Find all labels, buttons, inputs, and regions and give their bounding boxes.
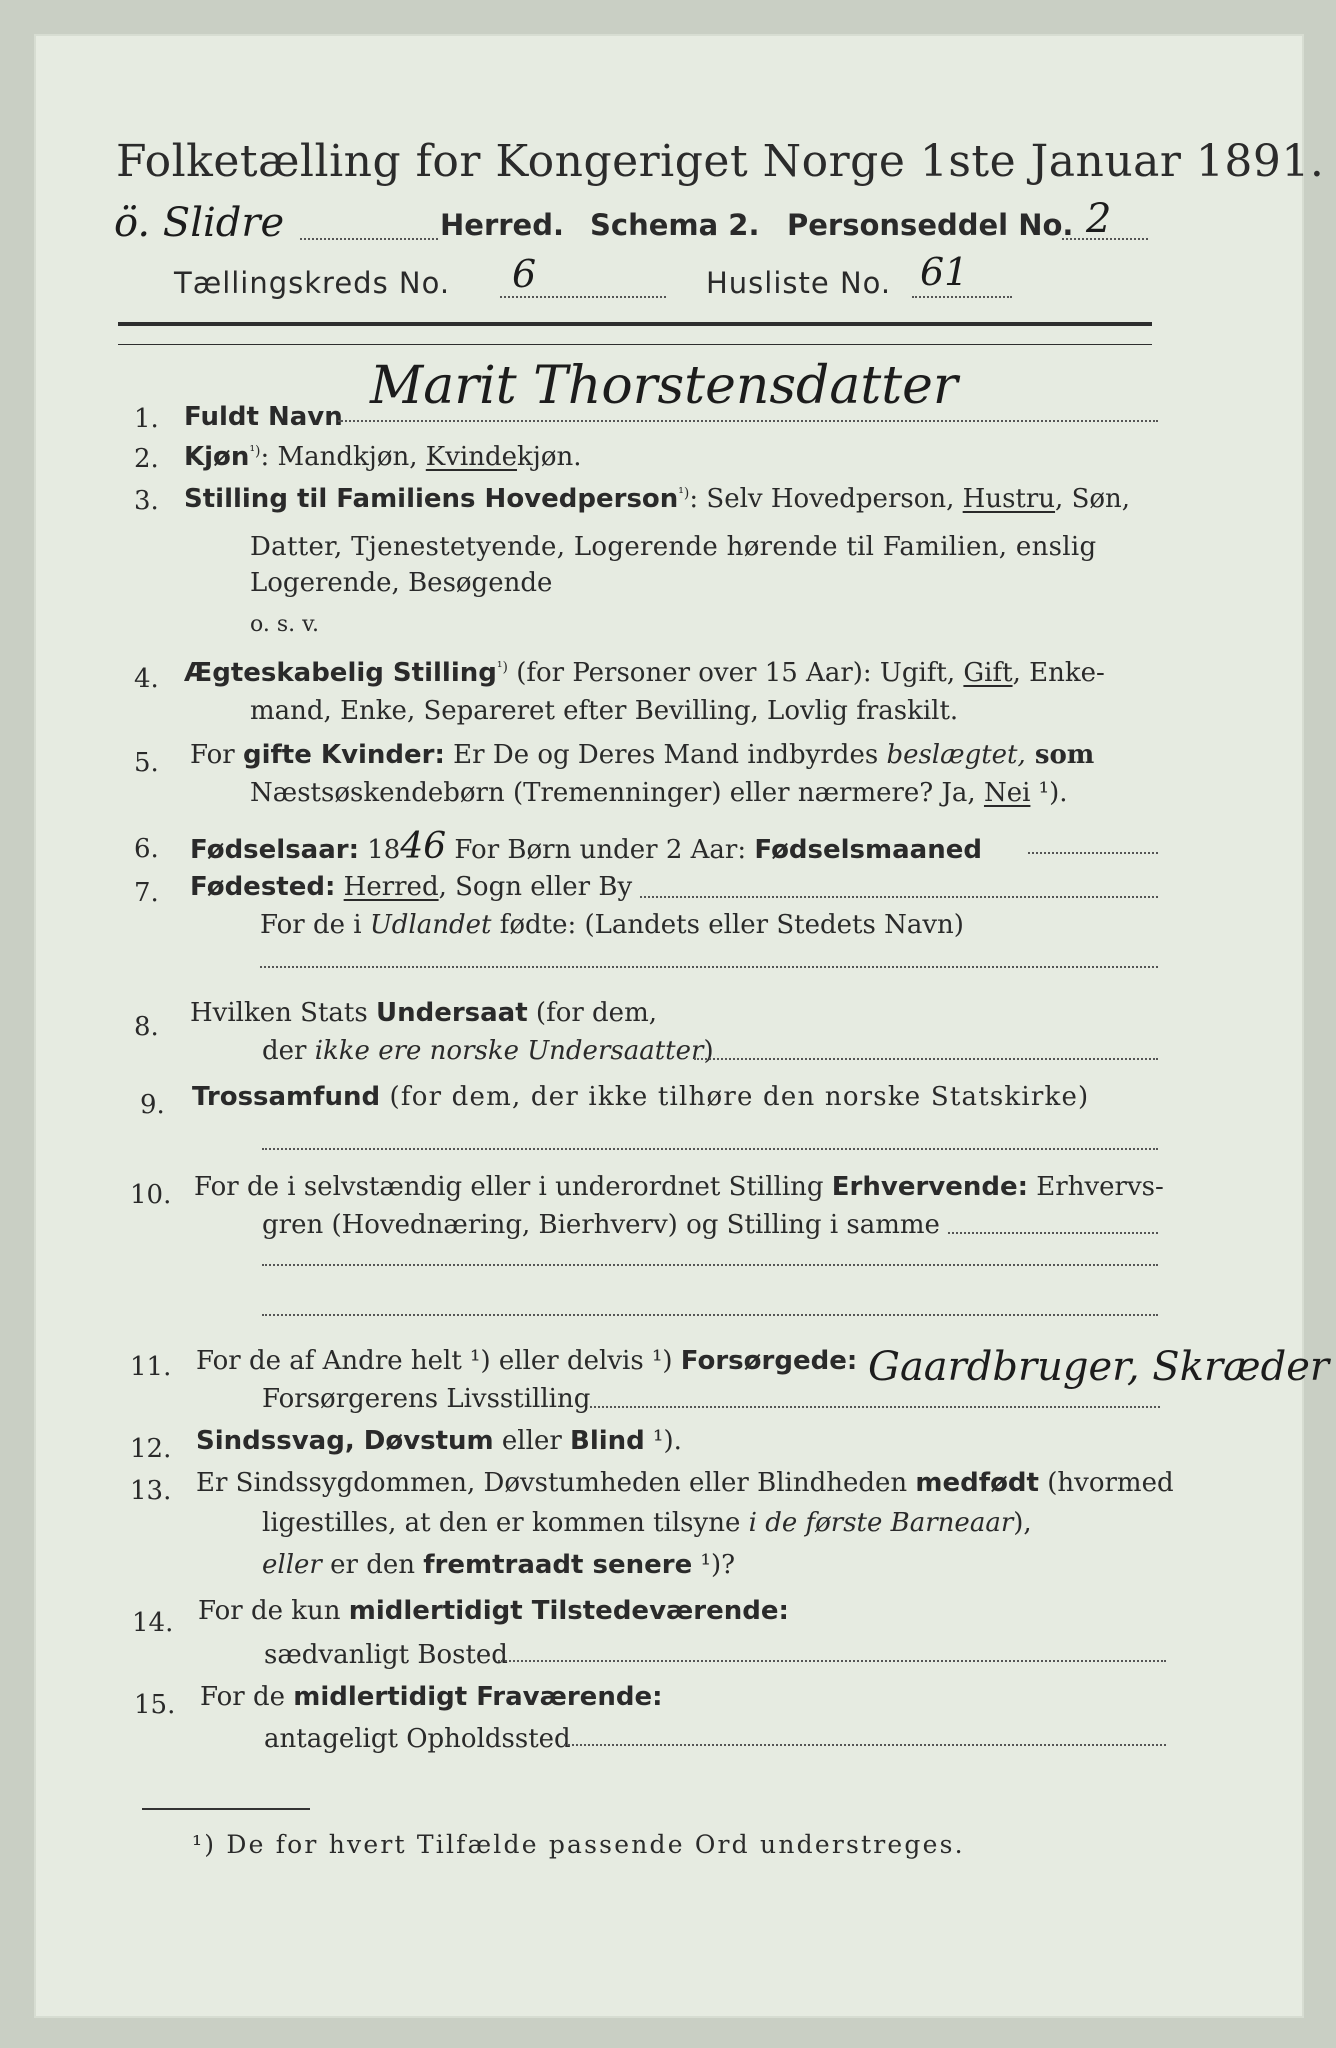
- item-14-l1b: midlertidigt Tilstedeværende:: [348, 1596, 789, 1626]
- item-11-number: 11.: [130, 1352, 172, 1382]
- item-14-number: 14.: [132, 1608, 174, 1638]
- item-4-label: Ægteskabelig Stilling: [184, 658, 497, 688]
- item-5-l1i: beslægtet,: [886, 740, 1026, 770]
- item-13-l2b: ),: [1013, 1508, 1032, 1538]
- item-3-line-3: Logerende, Besøgende: [250, 568, 553, 598]
- full-name-value: Marit Thorstensdatter: [370, 356, 958, 416]
- item-6-number: 6.: [134, 834, 159, 864]
- kreds-label: Tællingskreds No.: [174, 266, 451, 300]
- kreds-value: 6: [512, 252, 537, 296]
- item-6-dots: [1028, 852, 1158, 854]
- item-13-line-1: [196, 1468, 1174, 1498]
- item-11-l1b: Forsørgede:: [680, 1346, 858, 1376]
- item-12-line: [196, 1426, 682, 1456]
- item-14-l1a: For de kun: [198, 1596, 349, 1626]
- item-4-sup: ¹): [496, 659, 508, 676]
- item-5-l2u: Nei: [983, 778, 1031, 808]
- item-10-l1c: Erhvervs-: [1028, 1172, 1164, 1202]
- item-6-rest-b: Fødselsmaaned: [754, 835, 982, 865]
- item-8-l1b: Undersaat: [375, 998, 528, 1028]
- header-rule: [118, 322, 1152, 326]
- item-1-label: Fuldt Navn: [184, 402, 343, 432]
- personseddel-value: 2: [1086, 196, 1112, 242]
- form-title: Folketælling for Kongeriget Norge 1ste Januar 1891.: [116, 136, 1325, 187]
- item-15-line-2: antageligt Opholdssted: [264, 1724, 571, 1754]
- item-2-number: 2.: [134, 444, 159, 474]
- item-7-dots-2: [260, 966, 1158, 968]
- item-8-dots: [694, 1058, 1158, 1060]
- item-13-l3i: eller: [262, 1550, 322, 1580]
- item-15-l1b: midlertidigt Fraværende:: [293, 1682, 663, 1712]
- item-13-l3c: ¹)?: [692, 1550, 736, 1580]
- item-6-line: [190, 826, 982, 867]
- item-13-line-2: [262, 1508, 1032, 1538]
- item-7-l2a: For de i: [260, 910, 370, 940]
- item-9-dots: [262, 1148, 1158, 1150]
- item-7-l1u: Herred: [343, 872, 439, 902]
- item-14-line-1: [198, 1596, 789, 1626]
- personseddel-label: Personseddel No.: [787, 208, 1074, 242]
- item-13-line-3: [262, 1550, 735, 1580]
- item-5-l1b: som: [1025, 740, 1095, 770]
- item-3-label: Stilling til Familiens Hovedperson: [184, 484, 679, 514]
- item-5-line-2: [250, 778, 1068, 808]
- item-3-number: 3.: [134, 486, 159, 516]
- item-3-l1u: Hustru: [962, 484, 1056, 514]
- item-1-number: 1.: [134, 404, 159, 434]
- item-13-l1a: Er Sindssygdommen, Døvstumheden eller Blindheden: [196, 1468, 916, 1498]
- item-9-text: (for dem, der ikke tilhøre den norske Statskirke): [380, 1082, 1090, 1112]
- item-6-rest-a: For Børn under 2 Aar:: [446, 835, 755, 865]
- item-7-line-1: [190, 872, 632, 902]
- husliste-label: Husliste No.: [706, 266, 892, 300]
- item-12-number: 12.: [130, 1434, 172, 1464]
- item-8-l2b: ): [703, 1036, 714, 1066]
- kreds-dots: [500, 296, 666, 298]
- item-5-number: 5.: [134, 748, 159, 778]
- item-11-line-2: Forsørgerens Livsstilling: [262, 1384, 591, 1414]
- item-4-line-1: [184, 658, 1105, 688]
- item-4-l1a: (for Personer over 15 Aar): Ugift,: [507, 658, 964, 688]
- item-12-rest: ¹).: [644, 1426, 682, 1456]
- item-5-label-b: gifte Kvinder:: [242, 740, 445, 770]
- item-9-number: 9.: [140, 1090, 165, 1120]
- item-10-number: 10.: [130, 1180, 172, 1210]
- item-12-label-c: Blind: [570, 1426, 645, 1456]
- item-7-l2i: Udlandet: [369, 910, 492, 940]
- item-5-l1a: Er De og Deres Mand indbyrdes: [444, 740, 887, 770]
- item-10-l1a: For de i selvstændig eller i underordnet Stilling: [194, 1172, 832, 1202]
- item-13-l3a: er den: [321, 1550, 424, 1580]
- item-7-label: Fødested:: [190, 872, 336, 902]
- item-7-l2b: fødte: (Landets eller Stedets Navn): [491, 910, 964, 940]
- item-15-dots: [564, 1744, 1166, 1746]
- item-10-dots-2: [262, 1264, 1158, 1266]
- birth-year-value: 46: [400, 826, 447, 867]
- item-2-label: Kjøn: [184, 442, 250, 472]
- item-7-l1b: , Sogn eller By: [438, 872, 633, 902]
- item-8-l1c: (for dem,: [527, 998, 657, 1028]
- item-7-number: 7.: [134, 878, 159, 908]
- husliste-dots: [912, 296, 1012, 298]
- item-5-label-a: For: [190, 740, 243, 770]
- item-10-dots-1: [948, 1232, 1158, 1234]
- item-8-line-1: [190, 998, 657, 1028]
- item-11-dots: [590, 1406, 1160, 1408]
- header-rule-thin: [118, 344, 1152, 345]
- item-11-l1a: For de af Andre helt ¹) eller delvis ¹): [196, 1346, 681, 1376]
- item-2-sup: ¹): [249, 443, 261, 460]
- item-8-l2a: der: [262, 1036, 315, 1066]
- item-3-line-1: [184, 484, 1130, 514]
- item-4-line-2: mand, Enke, Separeret efter Bevilling, Lovlig fraskilt.: [250, 696, 959, 726]
- item-3-l1b: , Søn,: [1055, 484, 1131, 514]
- item-15-number: 15.: [134, 1690, 176, 1720]
- item-10-l1b: Erhvervende:: [831, 1172, 1029, 1202]
- herred-label: Herred.: [440, 208, 564, 242]
- item-2-rest-b: kjøn.: [517, 442, 582, 472]
- item-11-line-1: [196, 1346, 857, 1376]
- item-13-number: 13.: [130, 1476, 172, 1506]
- item-6-label: Fødselsaar:: [190, 835, 359, 865]
- item-5-l2a: Næstsøskendebørn (Tremenninger) eller nærmere? Ja,: [250, 778, 984, 808]
- item-7-line-2: [260, 910, 964, 940]
- husliste-value: 61: [920, 250, 969, 294]
- item-13-l2i: i de første Barneaar: [748, 1508, 1014, 1538]
- item-10-line-1: [194, 1172, 1164, 1202]
- item-13-l1b: medfødt: [915, 1468, 1039, 1498]
- item-7-dots-1: [640, 896, 1158, 898]
- item-13-l3b: fremtraadt senere: [423, 1550, 693, 1580]
- item-2-underlined: Kvinde: [425, 442, 517, 472]
- item-12-label-a: Sindssvag, Døvstum: [196, 1426, 494, 1456]
- item-9-label: Trossamfund: [192, 1082, 381, 1112]
- provider-occupation-value: Gaardbruger, Skræder: [868, 1344, 1330, 1390]
- item-13-l2a: ligestilles, at den er kommen tilsyne: [262, 1508, 749, 1538]
- herred-value: ö. Slidre: [114, 200, 285, 246]
- item-4-number: 4.: [134, 664, 159, 694]
- item-4-l1u: Gift: [963, 658, 1013, 688]
- item-3-line-2: Datter, Tjenestetyende, Logerende hørende til Familien, enslig: [250, 532, 1097, 562]
- item-2-text: [184, 442, 581, 472]
- item-3-sup: ¹): [678, 485, 690, 502]
- item-6-year-prefix: 18: [359, 835, 401, 865]
- item-8-number: 8.: [134, 1012, 159, 1042]
- item-14-line-2: sædvanligt Bosted: [264, 1640, 508, 1670]
- schema-label: Schema 2.: [590, 208, 760, 242]
- item-10-line-2: gren (Hovednæring, Bierhverv) og Stilling i samme: [262, 1210, 940, 1240]
- item-5-l2b: ¹).: [1030, 778, 1068, 808]
- item-1-dots: [338, 420, 1158, 422]
- footnote: ¹) De for hvert Tilfælde passende Ord understreges.: [192, 1830, 965, 1859]
- item-3-l1a: : Selv Hovedperson,: [689, 484, 963, 514]
- item-8-l1a: Hvilken Stats: [190, 998, 376, 1028]
- item-4-l1b: , Enke-: [1012, 658, 1105, 688]
- item-5-line-1: [190, 740, 1094, 770]
- herred-dots: [300, 238, 438, 240]
- item-8-l2i: ikke ere norske Undersaatter: [314, 1036, 704, 1066]
- item-8-line-2: [262, 1036, 714, 1066]
- item-10-dots-3: [262, 1314, 1158, 1316]
- item-13-l1c: (hvormed: [1038, 1468, 1174, 1498]
- personseddel-dots: [1062, 238, 1148, 240]
- footnote-rule: [142, 1808, 310, 1810]
- item-14-dots: [498, 1660, 1166, 1662]
- item-3-line-4: o. s. v.: [250, 612, 319, 637]
- item-2-rest-a: : Mandkjøn,: [260, 442, 426, 472]
- item-15-line-1: [200, 1682, 662, 1712]
- item-9-line: [192, 1082, 1089, 1112]
- item-12-label-b: eller: [493, 1426, 571, 1456]
- item-15-l1a: For de: [200, 1682, 294, 1712]
